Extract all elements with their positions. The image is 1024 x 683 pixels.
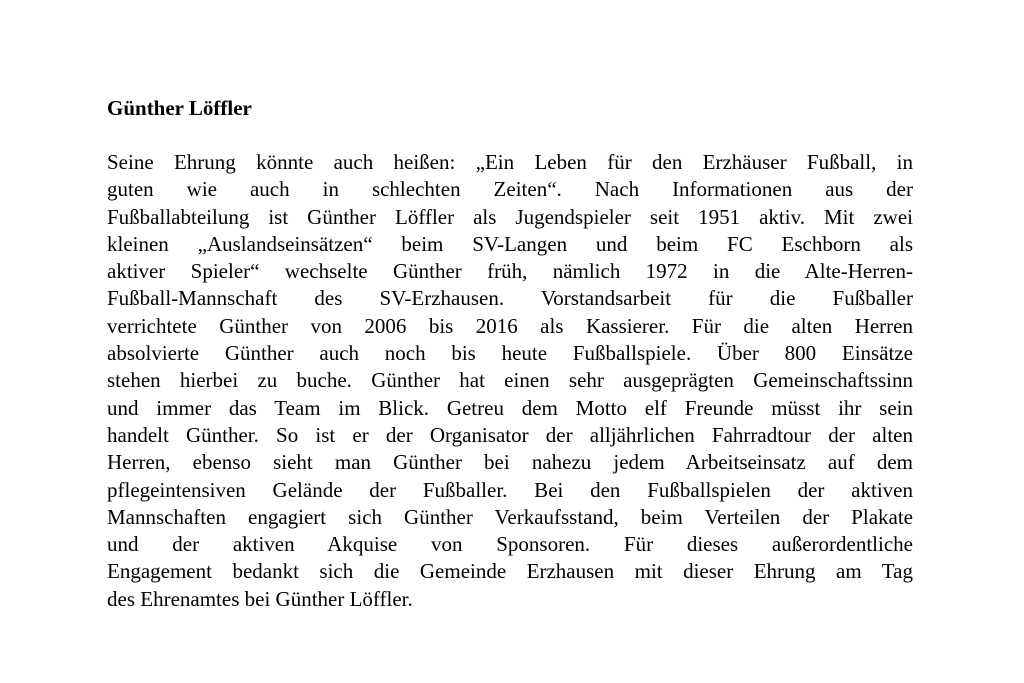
body-line: handelt Günther. So ist er der Organisator der alljährlichen Fahrradtour der alten [107,422,913,447]
body-line: des Ehrenamtes bei Günther Löffler. [107,586,413,611]
body-line: und immer das Team im Blick. Getreu dem Motto elf Freunde müsst ihr sein [107,395,913,420]
body-line: guten wie auch in schlechten Zeiten“. Nach Informationen aus der [107,177,913,202]
body-line: verrichtete Günther von 2006 bis 2016 als Kassierer. Für die alten Herren [107,313,913,338]
body-line: und der aktiven Akquise von Sponsoren. Für dieses außerordentliche [107,532,913,557]
document-title: Günther Löffler [107,96,252,120]
body-line: Seine Ehrung könnte auch heißen: „Ein Leben für den Erzhäuser Fußball, in [107,150,913,174]
body-line: Mannschaften engagiert sich Günther Verkaufsstand, beim Verteilen der Plakate [107,504,913,529]
body-line: aktiver Spieler“ wechselte Günther früh, nämlich 1972 in die Alte-Herren- [107,259,913,284]
body-line: pflegeintensiven Gelände der Fußballer. Bei den Fußballspielen der aktiven [107,477,913,502]
body-line: Fußballabteilung ist Günther Löffler als Jugendspieler seit 1951 aktiv. Mit zwei [107,204,913,229]
body-line: Engagement bedankt sich die Gemeinde Erzhausen mit dieser Ehrung am Tag [107,559,913,584]
body-line: absolvierte Günther auch noch bis heute Fußballspiele. Über 800 Einsätze [107,341,913,366]
document-body [107,149,913,613]
body-line: stehen hierbei zu buche. Günther hat einen sehr ausgeprägten Gemeinschaftssinn [107,368,913,393]
body-line: Fußball-Mannschaft des SV-Erzhausen. Vorstandsarbeit für die Fußballer [107,286,913,311]
body-line: kleinen „Auslandseinsätzen“ beim SV-Langen und beim FC Eschborn als [107,231,913,256]
body-line: Herren, ebenso sieht man Günther bei nahezu jedem Arbeitseinsatz auf dem [107,450,913,475]
